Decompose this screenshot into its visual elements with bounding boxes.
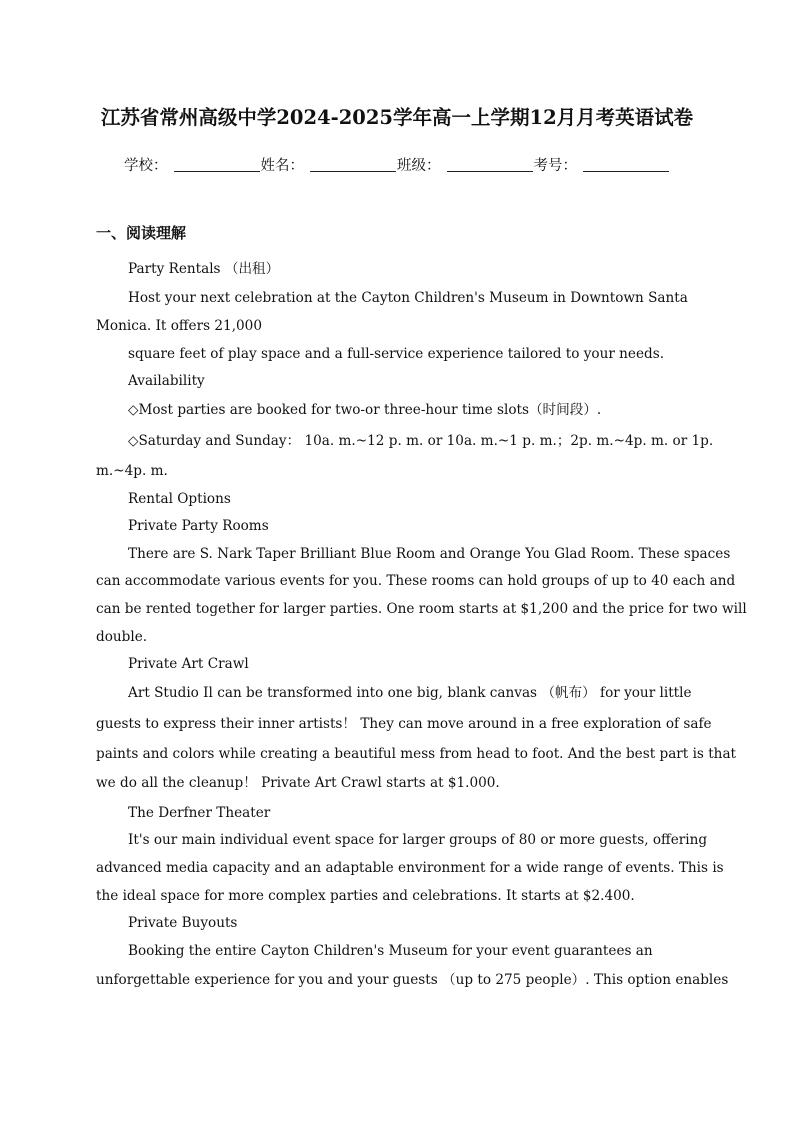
- passage-line: we do all the cleanup！ Private Art Crawl starts at $1.000.: [96, 775, 500, 791]
- passage-line: Private Party Rooms: [128, 518, 269, 534]
- passage-line: Art Studio Il can be transformed into one big, blank canvas （帆布） for your little: [128, 685, 692, 701]
- passage-line: double.: [96, 629, 148, 645]
- passage-line: Private Art Crawl: [128, 656, 249, 672]
- passage-line: can accommodate various events for you. These rooms can hold groups of up to 40 each and: [96, 573, 736, 589]
- passage-line: Host your next celebration at the Cayton Children's Museum in Downtown Santa: [128, 290, 688, 306]
- section-heading: 一、阅读理解: [96, 224, 187, 242]
- passage-line: ◇Saturday and Sunday： 10a. m.~12 p. m. or 10a. m.~1 p. m.；2p. m.~4p. m. or 1p.: [128, 433, 714, 449]
- passage-line: Private Buyouts: [128, 915, 238, 931]
- school-blank[interactable]: [174, 158, 260, 172]
- passage-line: ◇Most parties are booked for two-or three-hour time slots（时间段）.: [128, 402, 602, 418]
- passage-line: The Derfner Theater: [128, 805, 271, 821]
- passage-line: can be rented together for larger parties. One room starts at $1,200 and the price for two will: [96, 601, 747, 617]
- id-label: 考号：: [533, 158, 577, 174]
- passage-line: advanced media capacity and an adaptable environment for a wide range of events. This is: [96, 860, 724, 876]
- passage-line: It's our main individual event space for larger groups of 80 or more guests, offering: [128, 832, 708, 848]
- passage-line: Party Rentals （出租）: [128, 261, 280, 277]
- passage-line: paints and colors while creating a beautiful mess from head to foot. And the best part is that: [96, 746, 737, 762]
- passage-line: Booking the entire Cayton Children's Museum for your event guarantees an: [128, 943, 653, 959]
- class-blank[interactable]: [447, 158, 533, 172]
- passage-line: Availability: [128, 373, 205, 389]
- class-label: 班级：: [397, 158, 441, 174]
- student-info-row: [124, 154, 670, 175]
- passage-line: square feet of play space and a full-service experience tailored to your needs.: [128, 346, 665, 362]
- passage-line: m.~4p. m.: [96, 463, 168, 479]
- passage-line: There are S. Nark Taper Brilliant Blue Room and Orange You Glad Room. These spaces: [128, 546, 731, 562]
- page-title: 江苏省常州高级中学2024-2025学年高一上学期12月月考英语试卷: [100, 106, 694, 129]
- name-label: 姓名：: [260, 158, 304, 174]
- passage-line: Monica. It offers 21,000: [96, 318, 262, 334]
- passage-line: Rental Options: [128, 491, 231, 507]
- passage-line: guests to express their inner artists！ They can move around in a free exploration of safe: [96, 716, 712, 732]
- passage-line: the ideal space for more complex parties and celebrations. It starts at $2.400.: [96, 888, 635, 904]
- school-label: 学校：: [124, 158, 168, 174]
- passage-line: unforgettable experience for you and your guests （up to 275 people）. This option enables: [96, 972, 729, 988]
- id-blank[interactable]: [583, 158, 669, 172]
- name-blank[interactable]: [310, 158, 396, 172]
